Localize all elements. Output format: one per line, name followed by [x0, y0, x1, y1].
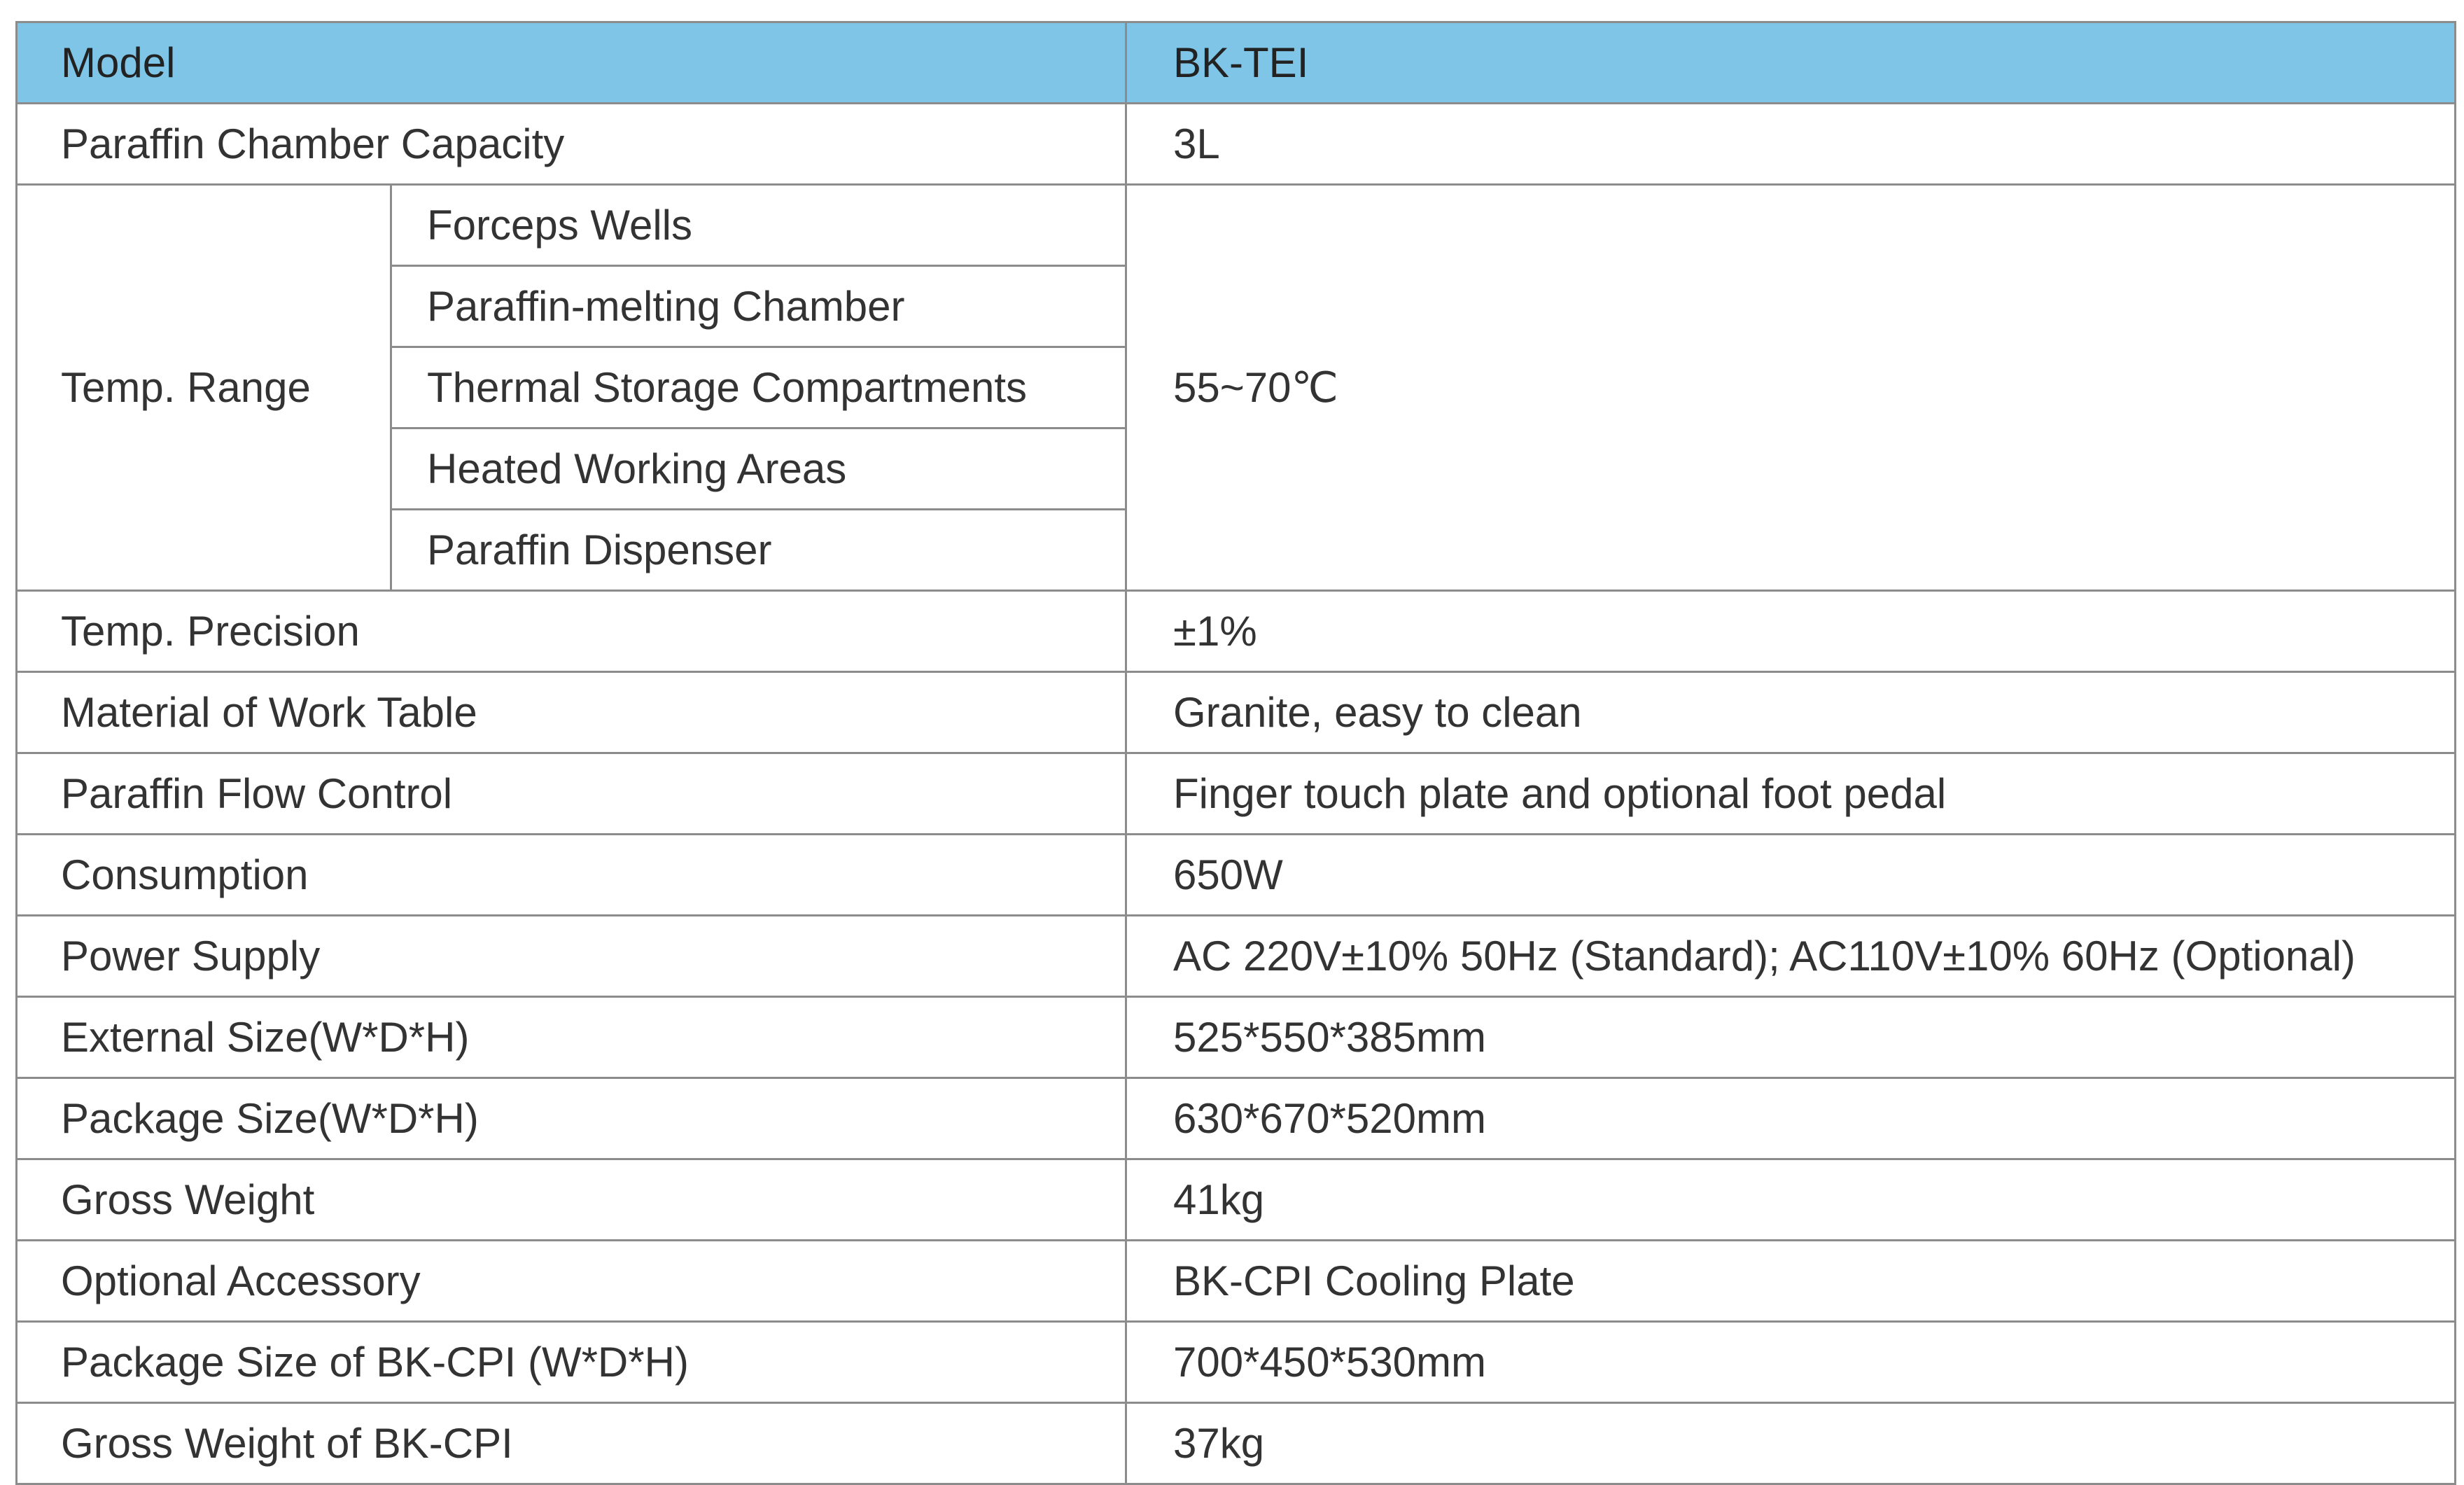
row-value: 41kg [1126, 1159, 2456, 1241]
table-row [17, 916, 2456, 997]
row-label: Package Size(W*D*H) [17, 1078, 1126, 1159]
row-value: 700*450*530mm [1126, 1322, 2456, 1403]
row-label: Power Supply [17, 916, 1126, 997]
row-value: 650W [1126, 835, 2456, 916]
row-label: Gross Weight of BK-CPI [17, 1403, 1126, 1484]
table-row [17, 1159, 2456, 1241]
temp-range-item: Forceps Wells [391, 185, 1126, 266]
temp-range-row [17, 185, 2456, 266]
row-value: 37kg [1126, 1403, 2456, 1484]
table-row [17, 1241, 2456, 1322]
temp-range-value: 55~70℃ [1126, 185, 2456, 591]
row-label: Consumption [17, 835, 1126, 916]
row-value: ±1% [1126, 591, 2456, 672]
temp-range-item: Paraffin-melting Chamber [391, 266, 1126, 347]
table-row [17, 104, 2456, 185]
spec-table [15, 21, 2456, 1485]
row-label: External Size(W*D*H) [17, 997, 1126, 1078]
temp-range-label: Temp. Range [17, 185, 391, 591]
header-label: Model [17, 22, 1126, 104]
header-row [17, 22, 2456, 104]
row-value: 630*670*520mm [1126, 1078, 2456, 1159]
row-label: Package Size of BK-CPI (W*D*H) [17, 1322, 1126, 1403]
table-row [17, 1322, 2456, 1403]
table-row [17, 835, 2456, 916]
row-value: BK-CPI Cooling Plate [1126, 1241, 2456, 1322]
table-row [17, 672, 2456, 753]
table-row [17, 1078, 2456, 1159]
temp-range-item: Paraffin Dispenser [391, 510, 1126, 591]
table-row [17, 1403, 2456, 1484]
temp-range-item: Thermal Storage Compartments [391, 347, 1126, 428]
row-label: Gross Weight [17, 1159, 1126, 1241]
temp-range-item: Heated Working Areas [391, 428, 1126, 510]
row-value: Finger touch plate and optional foot pedal [1126, 753, 2456, 835]
row-label: Optional Accessory [17, 1241, 1126, 1322]
row-label: Paraffin Flow Control [17, 753, 1126, 835]
row-label: Temp. Precision [17, 591, 1126, 672]
table-row [17, 997, 2456, 1078]
row-label: Paraffin Chamber Capacity [17, 104, 1126, 185]
row-label: Material of Work Table [17, 672, 1126, 753]
table-row [17, 753, 2456, 835]
row-value: 3L [1126, 104, 2456, 185]
row-value: 525*550*385mm [1126, 997, 2456, 1078]
row-value: Granite, easy to clean [1126, 672, 2456, 753]
table-row [17, 591, 2456, 672]
header-value: BK-TEI [1126, 22, 2456, 104]
row-value: AC 220V±10% 50Hz (Standard); AC110V±10% 60Hz (Optional) [1126, 916, 2456, 997]
